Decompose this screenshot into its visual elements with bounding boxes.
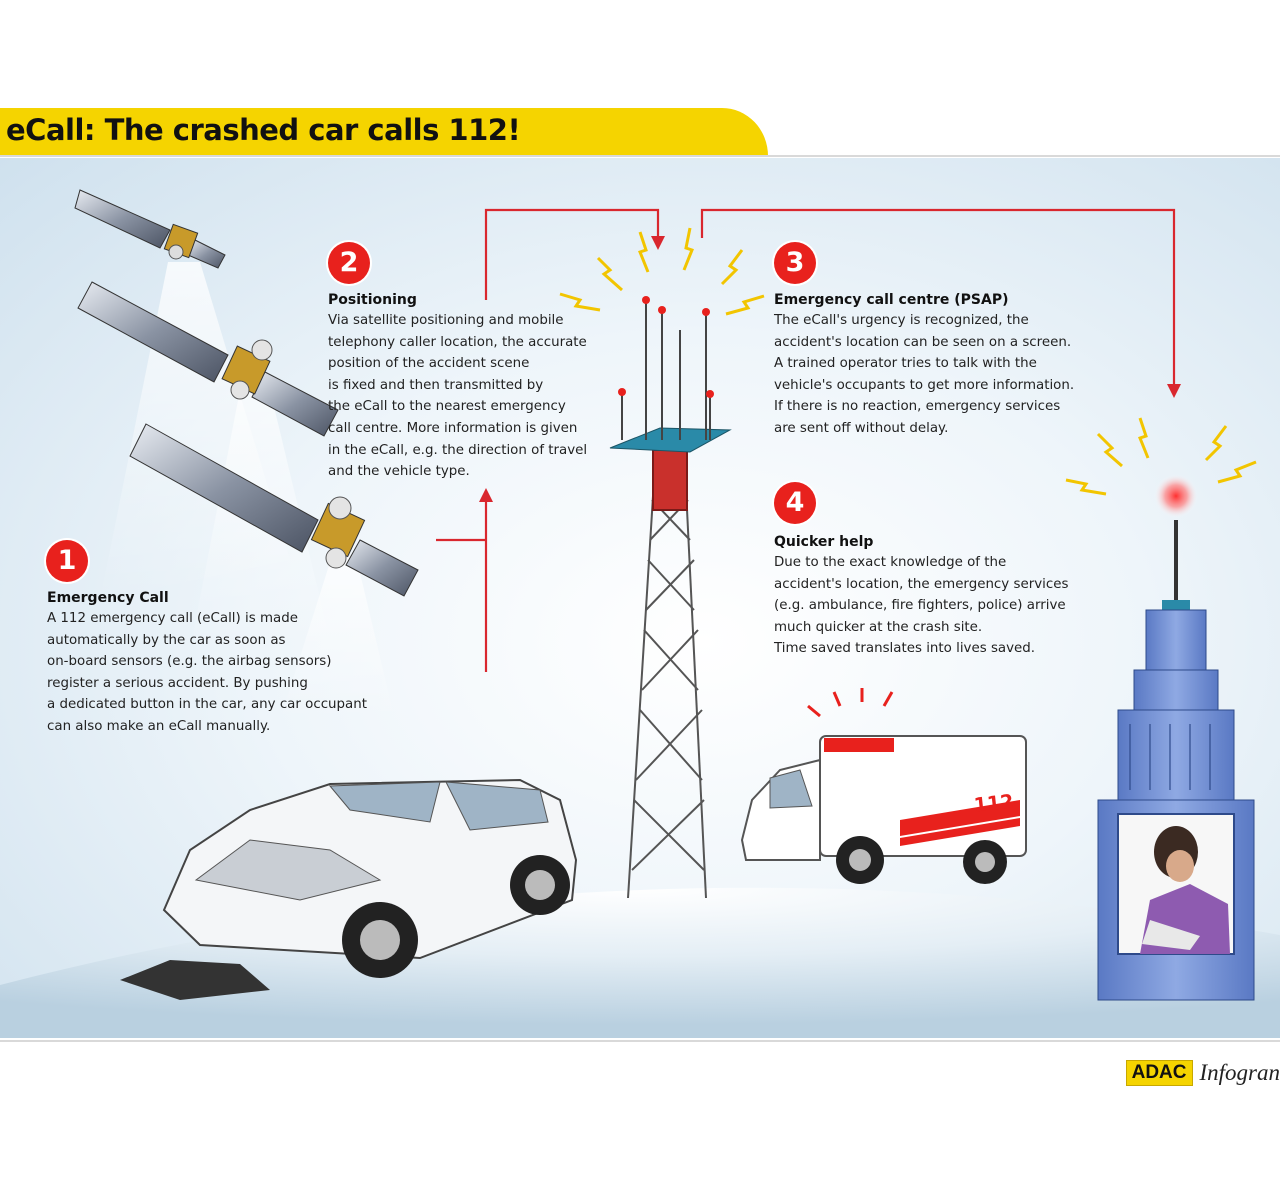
step-1-block: [47, 590, 427, 738]
radio-tower-icon: [628, 448, 706, 898]
step-2-text: Via satellite positioning and mobile telephony caller location, the accurate position of the accident scene is fixed and then transmitted by the eCall to the nearest emergency call centre. More information is given in the eCall, e.g. the direction of travel and the vehicle type.: [328, 313, 588, 480]
bottom-divider: [0, 1040, 1280, 1042]
top-divider: [0, 155, 1280, 157]
step-4-heading: Quicker help: [774, 534, 874, 550]
step-2-heading: Positioning: [328, 292, 417, 308]
step-1-heading: Emergency Call: [47, 590, 169, 606]
step-4-block: [774, 534, 1134, 660]
step-3-heading: Emergency call centre (PSAP): [774, 292, 1009, 308]
ambulance-112-label: 112: [972, 790, 1015, 817]
satellite-1-icon: [75, 190, 225, 268]
infographic-panel: [0, 158, 1280, 1038]
step-1-badge: 1: [46, 540, 88, 582]
step-3-badge: 3: [774, 242, 816, 284]
footer-label: Infogran: [1199, 1060, 1280, 1085]
step-2-block: [328, 292, 628, 483]
ambulance-icon: [742, 688, 1026, 884]
step-4-text: Due to the exact knowledge of the accident's location, the emergency services (e.g. ambulance, fire fighters, police) arrive much quicker at the crash site. Time saved translates into lives saved.: [774, 555, 1069, 657]
footer-credit: [1126, 1058, 1280, 1088]
step-1-text: A 112 emergency call (eCall) is made automatically by the car as soon as on-board sensors (e.g. the airbag sensors) register a serious accident. By pushing a dedicated button in the car, any car occupant can also make an eCall manually.: [47, 611, 367, 734]
page-title: eCall: The crashed car calls 112!: [6, 113, 521, 147]
adac-logo: ADAC: [1126, 1060, 1193, 1086]
tower-platform: [610, 428, 730, 452]
step-2-badge: 2: [328, 242, 370, 284]
step-3-block: [774, 292, 1134, 440]
tower-antennas: [622, 300, 710, 440]
step-4-badge: 4: [774, 482, 816, 524]
step-3-text: The eCall's urgency is recognized, the accident's location can be seen on a screen. A trained operator tries to talk with the vehicle's occupants to get more information. If there is no reaction, emergency services are sent off without delay.: [774, 313, 1075, 436]
